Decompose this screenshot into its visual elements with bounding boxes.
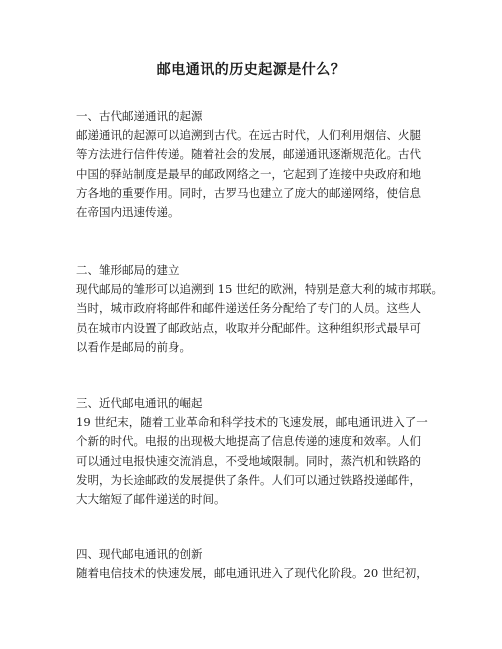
section-early-post-office xyxy=(76,261,476,357)
paragraph-line: 大大缩短了邮件递送的时间。 xyxy=(76,492,226,507)
paragraph-line: 现代邮局的雏形可以追溯到 15 世纪的欧洲，特别是意大利的城市邦联。 xyxy=(76,282,443,296)
section-modern-innovation xyxy=(76,545,476,583)
paragraph-line: 中国的驿站制度是最早的邮政网络之一，它起到了连接中央政府和地 xyxy=(76,166,421,181)
paragraph-line: 个新的时代。电报的出现极大地提高了信息传递的速度和效率。人们 xyxy=(76,434,421,449)
paragraph-line: 19 世纪末，随着工业革命和科学技术的飞速发展，邮电通讯进入了一 xyxy=(76,415,428,429)
section-ancient-postal xyxy=(76,107,476,222)
section-modern-rise xyxy=(76,394,476,509)
paragraph-line: 在帝国内迅速传递。 xyxy=(76,205,180,220)
paragraph-line: 员在城市内设置了邮政站点，收取并分配邮件。这种组织形式最早可 xyxy=(76,320,421,335)
section-heading: 二、雏形邮局的建立 xyxy=(76,263,180,277)
paragraph-line: 以看作是邮局的前身。 xyxy=(76,339,191,354)
document-title: 邮电通讯的历史起源是什么？ xyxy=(156,62,346,78)
paragraph-line: 当时，城市政府将邮件和邮件递送任务分配给了专门的人员。这些人 xyxy=(76,301,421,316)
paragraph-line: 等方法进行信件传递。随着社会的发展，邮递通讯逐渐规范化。古代 xyxy=(76,147,421,162)
section-heading: 一、古代邮递通讯的起源 xyxy=(76,109,203,123)
paragraph-line: 可以通过电报快速交流消息，不受地域限制。同时，蒸汽机和铁路的 xyxy=(76,453,421,468)
paragraph-line: 方各地的重要作用。同时，古罗马也建立了庞大的邮递网络，使信息 xyxy=(76,185,421,200)
paragraph-line: 发明，为长途邮政的发展提供了条件。人们可以通过铁路投递邮件， xyxy=(76,472,421,487)
paragraph-line: 邮递通讯的起源可以追溯到古代。在远古时代，人们利用烟信、火腿 xyxy=(76,128,421,142)
section-heading: 三、近代邮电通讯的崛起 xyxy=(76,396,203,410)
section-heading: 四、现代邮电通讯的创新 xyxy=(76,547,203,561)
paragraph-line: 随着电信技术的快速发展，邮电通讯进入了现代化阶段。20 世纪初， xyxy=(76,566,428,580)
